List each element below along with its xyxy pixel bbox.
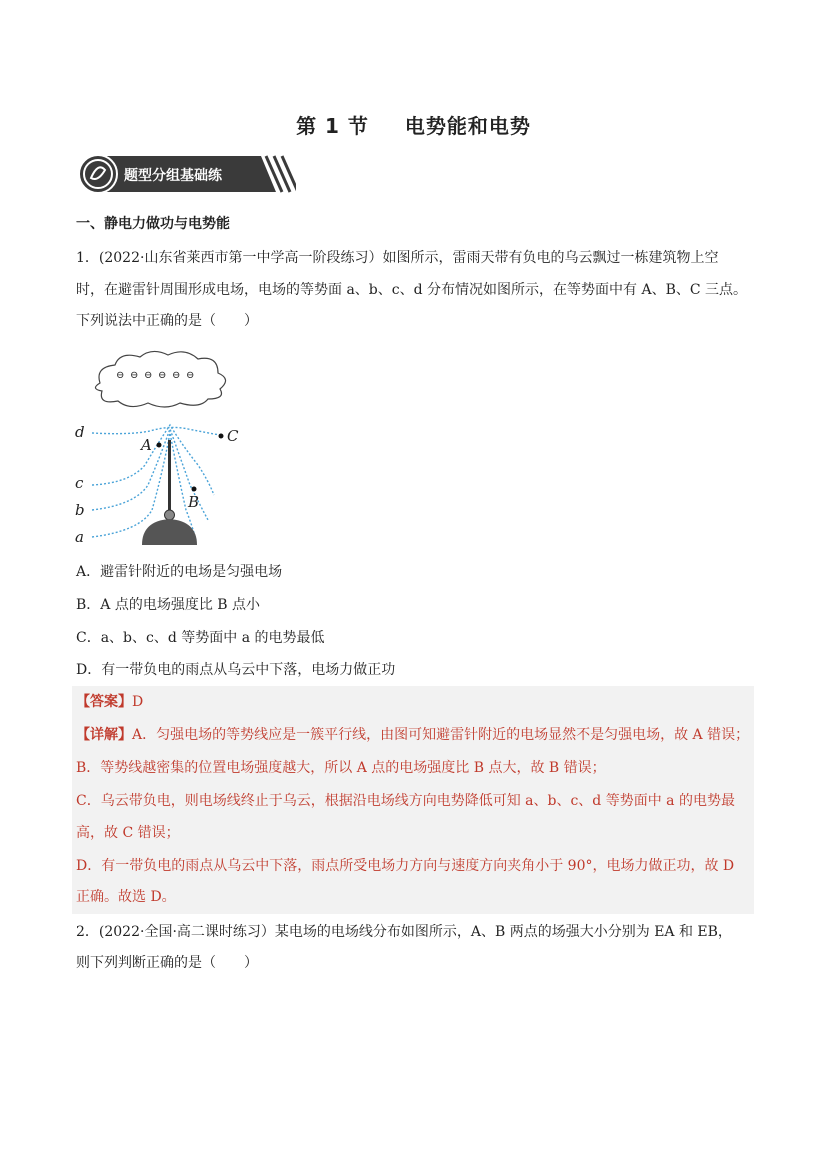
title-section-number: 第 1 节 (296, 114, 369, 138)
detail-tag: 【详解】 (76, 727, 132, 743)
label-A: A (141, 436, 152, 454)
label-C: C (227, 427, 239, 445)
option-c: C．a、b、c、d 等势面中 a 的电势最低 (76, 630, 325, 646)
q1-line-1: 1．(2022·山东省莱西市第一中学高一阶段练习）如图所示，雷雨天带有负电的乌云飘过一栋建筑物上空 (76, 250, 719, 266)
label-b: b (75, 501, 85, 519)
charge-2: ⊖ (130, 370, 139, 381)
charge-6: ⊖ (186, 370, 195, 381)
label-d: d (75, 423, 85, 441)
q1-line-2: 时，在避雷针周围形成电场，电场的等势面 a、b、c、d 分布情况如图所示，在等势面中有 A、B、C 三点。 (76, 282, 748, 298)
option-a: A．避雷针附近的电场是匀强电场 (76, 564, 283, 580)
detail-line-5: D．有一带负电的雨点从乌云中下落，雨点所受电场力方向与速度方向夹角小于 90°，电场力做正功，故 D (76, 858, 735, 874)
label-c: c (75, 474, 84, 492)
page-title (0, 110, 827, 139)
label-a: a (75, 528, 84, 545)
charge-4: ⊖ (158, 370, 167, 381)
section-banner (76, 152, 296, 196)
banner-label: 题型分组基础练 (124, 168, 222, 184)
charge-1: ⊖ (116, 370, 125, 381)
q2-line-2: 则下列判断正确的是（ ） (76, 955, 258, 971)
detail-line-4: 高，故 C 错误； (76, 825, 180, 841)
detail-line-1 (76, 725, 749, 745)
charge-5: ⊖ (172, 370, 181, 381)
detail-line-6: 正确。故选 D。 (76, 889, 176, 905)
charge-3: ⊖ (144, 370, 153, 381)
label-B: B (188, 493, 200, 511)
title-name: 电势能和电势 (404, 114, 531, 138)
detail-text-1: A．匀强电场的等势线应是一簇平行线，由图可知避雷针附近的电场显然不是匀强电场，故 A 错误； (132, 727, 750, 743)
lightning-rod-figure (70, 345, 250, 545)
q1-line-3: 下列说法中正确的是（ ） (76, 313, 258, 329)
detail-line-3: C．乌云带负电，则电场线终止于乌云，根据沿电场线方向电势降低可知 a、b、c、d 等势面中 a 的电势最 (76, 793, 735, 809)
option-b: B．A 点的电场强度比 B 点小 (76, 597, 261, 613)
answer-line (76, 692, 143, 712)
q2-line-1: 2．(2022·全国·高二课时练习）某电场的电场线分布如图所示，A、B 两点的场强大小分别为 EA 和 EB， (76, 924, 732, 940)
answer-tag: 【答案】 (76, 694, 132, 710)
detail-line-2: B．等势线越密集的位置电场强度越大，所以 A 点的电场强度比 B 点大，故 B 错误； (76, 760, 606, 776)
option-d: D．有一带负电的雨点从乌云中下落，电场力做正功 (76, 662, 396, 678)
section-heading: 一、静电力做功与电势能 (76, 216, 230, 232)
answer-value: D (132, 694, 144, 710)
